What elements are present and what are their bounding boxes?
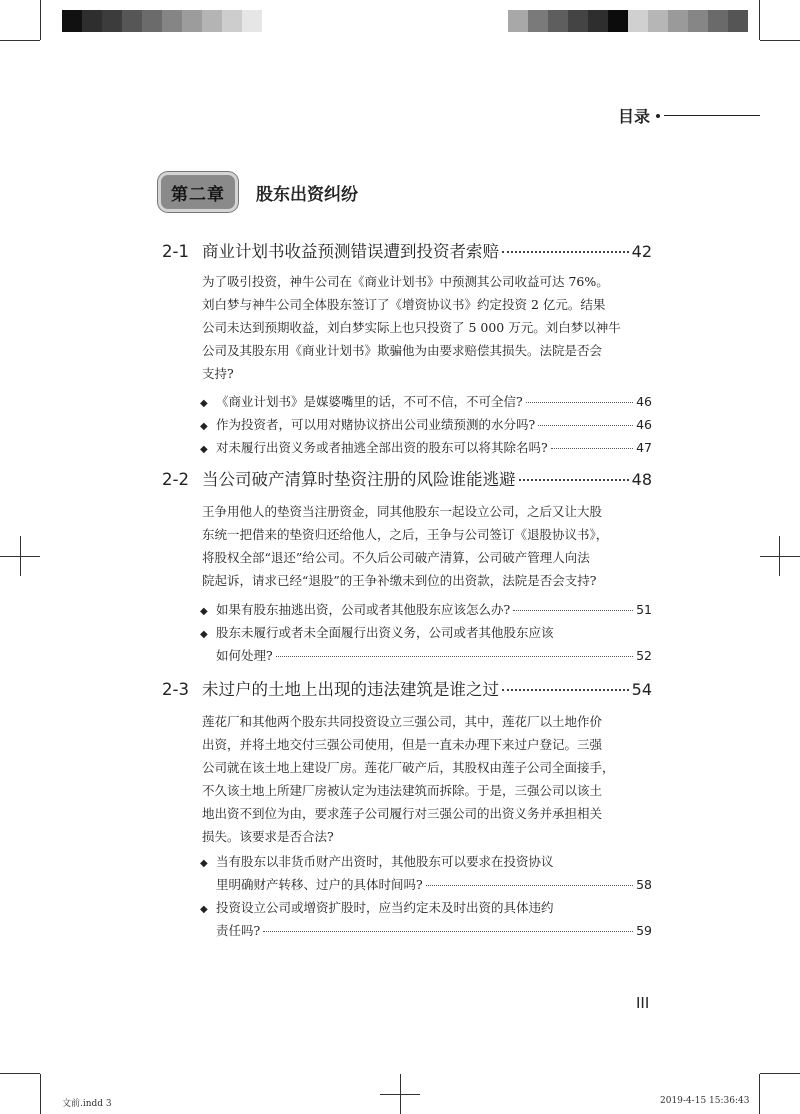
item-text: 《商业计划书》是媒婆嘴里的话，不可不信，不可全信? (216, 394, 523, 409)
color-swatch (202, 10, 222, 32)
dot-leader (502, 689, 629, 691)
color-swatch (528, 10, 548, 32)
section-page: 54 (631, 680, 652, 699)
item-text: 里明确财产转移、过户的具体时间吗? (216, 877, 423, 892)
dot-leader (538, 425, 633, 426)
chapter-title: 股东出资纠纷 (256, 184, 358, 205)
diamond-bullet-icon: ◆ (200, 606, 208, 617)
summary-line: 支持? (202, 366, 234, 381)
dot-leader (263, 931, 633, 932)
toc-item-continuation[interactable] (200, 646, 652, 664)
item-page: 46 (636, 394, 652, 409)
summary-line: 院起诉，请求已经“退股”的王争补缴未到位的出资款，法院是否会支持? (202, 573, 597, 588)
color-swatch (222, 10, 242, 32)
toc-section[interactable] (162, 238, 652, 262)
crop-mark (759, 1074, 760, 1114)
color-bar-right (508, 10, 748, 32)
summary-line: 王争用他人的垫资当注册资金，同其他股东一起设立公司，之后又让大股 (202, 504, 603, 519)
summary-line: 地出资不到位为由，要求莲子公司履行对三强公司的出资义务并承担相关 (202, 806, 603, 821)
section-title: 商业计划书收益预测错误遭到投资者索赔 (202, 242, 499, 261)
color-swatch (588, 10, 608, 32)
dot-leader (502, 251, 629, 253)
registration-mark (779, 536, 780, 576)
chapter-badge: 第二章 (158, 172, 238, 212)
item-text: 当有股东以非货币财产出资时，其他股东可以要求在投资协议 (216, 854, 554, 869)
diamond-bullet-icon: ◆ (200, 629, 208, 640)
color-swatch (508, 10, 528, 32)
toc-item-continuation[interactable] (200, 875, 652, 893)
color-swatch (548, 10, 568, 32)
summary-line: 公司及其股东用《商业计划书》欺骗他为由要求赔偿其损失。法院是否会 (202, 343, 603, 358)
summary-line: 公司未达到预期收益，刘白梦实际上也只投资了 5 000 万元。刘白梦以神牛 (202, 320, 621, 335)
item-text: 投资设立公司或增资扩股时，应当约定未及时出资的具体违约 (216, 900, 554, 915)
slug-timestamp: 2019-4-15 15:36:43 (660, 1096, 750, 1106)
section-title: 当公司破产清算时垫资注册的风险谁能逃避 (202, 470, 516, 489)
color-swatch (82, 10, 102, 32)
toc-section[interactable] (162, 676, 652, 700)
running-head-title: 目录 (618, 107, 651, 126)
dot-leader (426, 885, 633, 886)
color-swatch (102, 10, 122, 32)
section-page: 42 (631, 242, 652, 261)
section-page: 48 (631, 470, 652, 489)
running-head-rule (664, 115, 760, 116)
dot-leader (551, 448, 633, 449)
crop-mark (0, 1073, 40, 1074)
color-swatch (648, 10, 668, 32)
color-swatch (568, 10, 588, 32)
section-summary (202, 270, 642, 385)
section-summary (202, 500, 642, 592)
color-swatch (142, 10, 162, 32)
dot-leader (276, 656, 633, 657)
section-summary (202, 710, 642, 848)
item-text: 责任吗? (216, 923, 261, 938)
crop-mark (760, 1073, 800, 1074)
diamond-bullet-icon: ◆ (200, 398, 208, 409)
item-page: 51 (636, 602, 652, 617)
color-swatch (122, 10, 142, 32)
color-swatch (608, 10, 628, 32)
chapter-heading (158, 172, 358, 212)
color-swatch (62, 10, 82, 32)
crop-mark (0, 40, 40, 41)
crop-mark (759, 0, 760, 40)
dot-leader (526, 402, 633, 403)
summary-line: 不久该土地上所建厂房被认定为违法建筑而拆除。于是，三强公司以该土 (202, 783, 603, 798)
diamond-bullet-icon: ◆ (200, 421, 208, 432)
item-text: 作为投资者，可以用对赌协议挤出公司业绩预测的水分吗? (216, 417, 536, 432)
dot-leader (519, 479, 629, 481)
bullet-dot (656, 114, 660, 118)
crop-mark (760, 40, 800, 41)
color-swatch (628, 10, 648, 32)
section-number: 2-1 (162, 242, 189, 261)
diamond-bullet-icon: ◆ (200, 858, 208, 869)
color-swatch (688, 10, 708, 32)
toc-item[interactable] (200, 392, 652, 410)
toc-item[interactable] (200, 415, 652, 433)
item-text: 对未履行出资义务或者抽逃全部出资的股东可以将其除名吗? (216, 440, 548, 455)
item-page: 52 (636, 648, 652, 663)
summary-line: 将股权全部“退还”给公司。不久后公司破产清算，公司破产管理人向法 (202, 550, 590, 565)
color-swatch (162, 10, 182, 32)
color-bar-left (62, 10, 262, 32)
section-number: 2-3 (162, 680, 189, 699)
registration-mark (760, 556, 800, 557)
crop-mark (40, 1074, 41, 1114)
summary-line: 公司就在该土地上建设厂房。莲花厂破产后，其股权由莲子公司全面接手， (202, 760, 615, 775)
dot-leader (513, 610, 633, 611)
summary-line: 出资，并将土地交付三强公司使用，但是一直未办理下来过户登记。三强 (202, 737, 603, 752)
toc-item[interactable] (200, 898, 652, 916)
running-head (618, 104, 760, 127)
color-swatch (668, 10, 688, 32)
item-page: 58 (636, 877, 652, 892)
toc-item[interactable] (200, 600, 652, 618)
summary-line: 损失。该要求是否合法? (202, 829, 334, 844)
color-swatch (242, 10, 262, 32)
item-text: 如果有股东抽逃出资，公司或者其他股东应该怎么办? (216, 602, 511, 617)
section-number: 2-2 (162, 470, 189, 489)
page-number: III (636, 994, 650, 1012)
toc-section[interactable] (162, 466, 652, 490)
registration-mark (20, 536, 21, 576)
summary-line: 刘白梦与神牛公司全体股东签订了《增资协议书》约定投资 2 亿元。结果 (202, 297, 606, 312)
summary-line: 为了吸引投资，神牛公司在《商业计划书》中预测其公司收益可达 76%。 (202, 274, 609, 289)
slug-filename: 文前.indd 3 (62, 1099, 112, 1109)
item-page: 47 (636, 440, 652, 455)
item-page: 46 (636, 417, 652, 432)
section-title: 未过户的土地上出现的违法建筑是谁之过 (202, 680, 499, 699)
toc-item-continuation[interactable] (200, 921, 652, 939)
summary-line: 东统一把借来的垫资归还给他人，之后，王争与公司签订《退股协议书》， (202, 527, 609, 542)
color-swatch (708, 10, 728, 32)
registration-mark (380, 1094, 420, 1095)
summary-line: 莲花厂和其他两个股东共同投资设立三强公司，其中，莲花厂以土地作价 (202, 714, 603, 729)
crop-mark (40, 0, 41, 40)
diamond-bullet-icon: ◆ (200, 904, 208, 915)
color-swatch (182, 10, 202, 32)
color-swatch (728, 10, 748, 32)
item-text: 如何处理? (216, 648, 273, 663)
item-page: 59 (636, 923, 652, 938)
item-text: 股东未履行或者未全面履行出资义务，公司或者其他股东应该 (216, 625, 554, 640)
diamond-bullet-icon: ◆ (200, 444, 208, 455)
toc-item[interactable] (200, 623, 652, 641)
toc-item[interactable] (200, 438, 652, 456)
toc-item[interactable] (200, 852, 652, 870)
